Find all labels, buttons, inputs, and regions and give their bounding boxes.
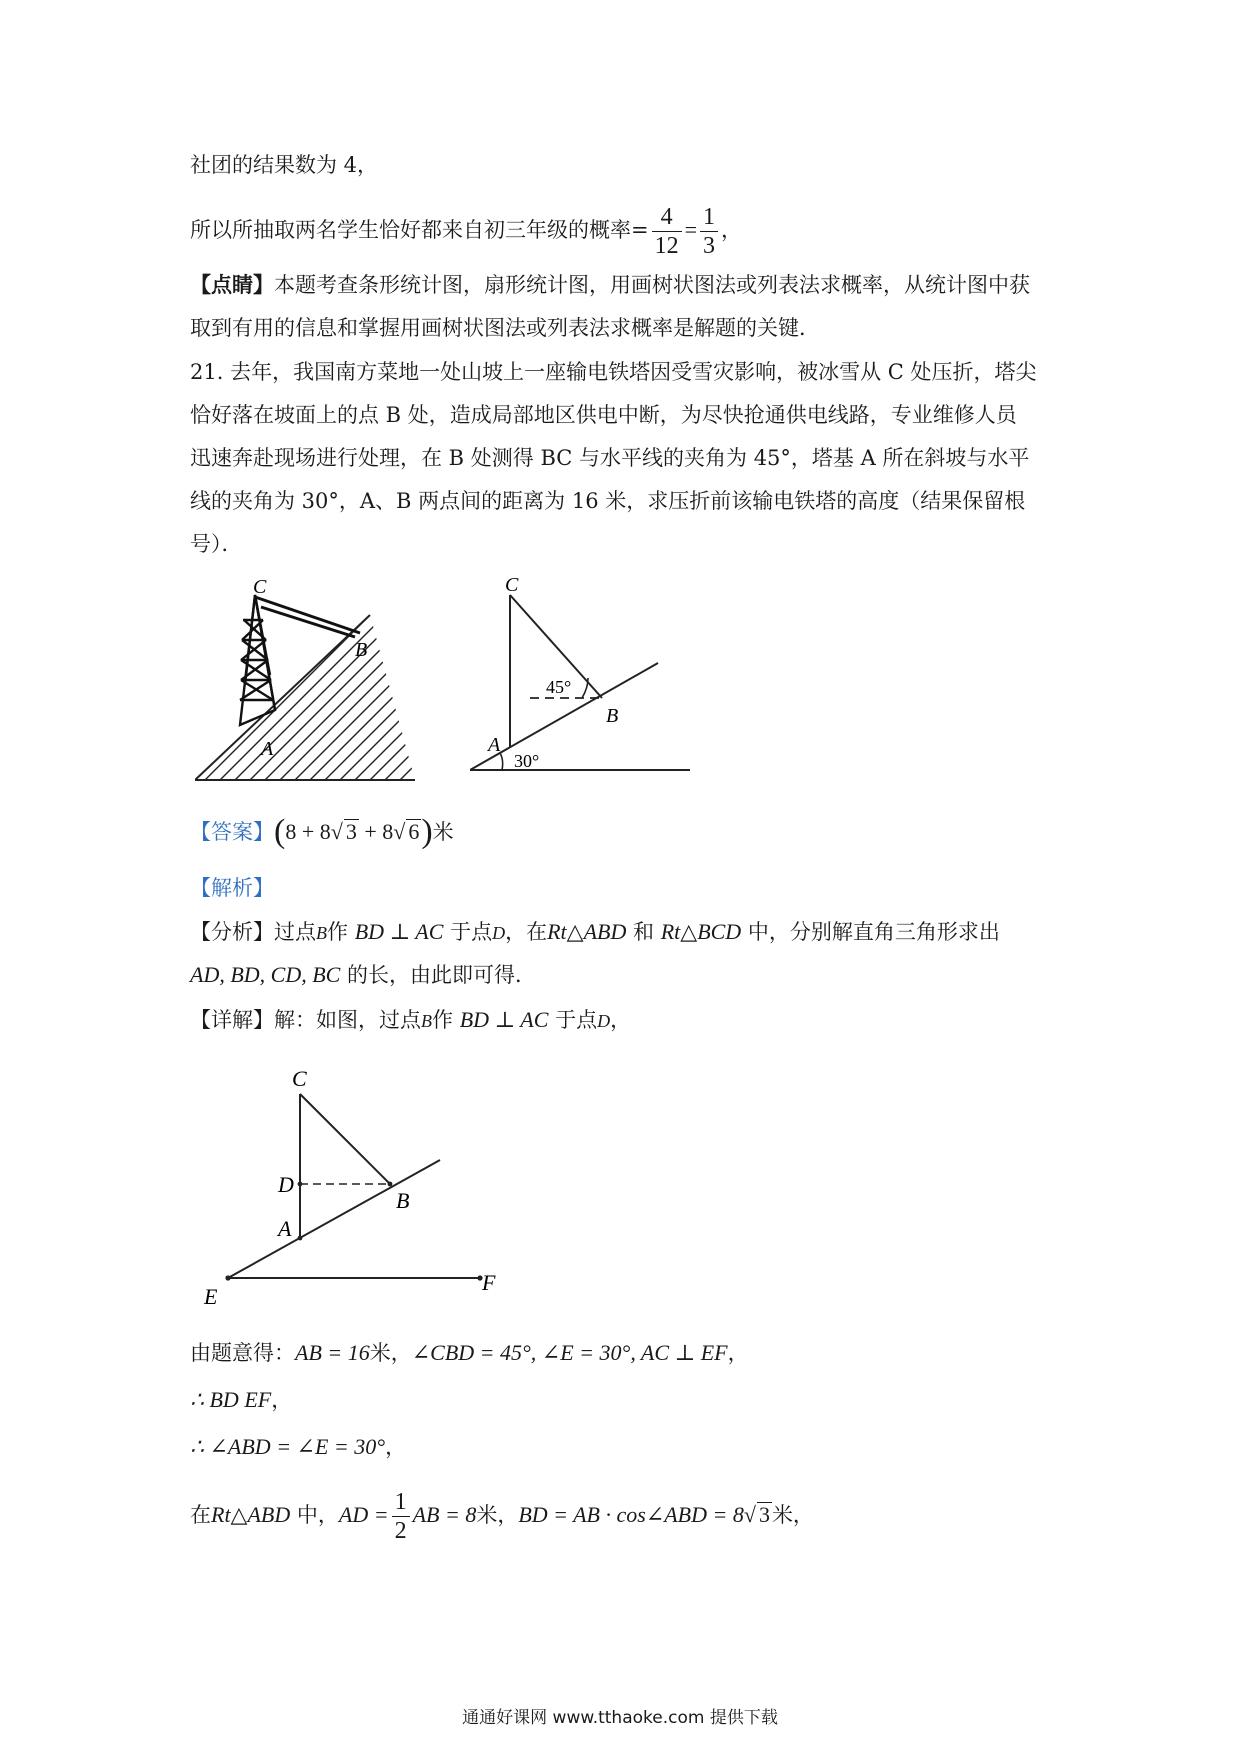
label-a: A: [261, 738, 274, 760]
answer-line: 【答案】(8 + 8√ 3 + 8√ 6)米: [190, 813, 454, 850]
question-line-3: 迅速奔赴现场进行处理，在 B 处测得 BC 与水平线的夹角为 45°，塔基 A 所在斜坡与水平: [190, 446, 1030, 470]
dianjing-line-2: 取到有用的信息和掌握用画树状图法或列表法求概率是解题的关键．: [190, 316, 820, 340]
question-line-1: 21. 去年，我国南方菜地一处山坡上一座输电铁塔因受雪灾影响，被冰雪从 C 处压折，塔尖: [190, 360, 1037, 384]
label-a: A: [278, 1216, 292, 1241]
fraction: $\frac{4}{12}$: [652, 203, 682, 260]
rt-line: 在Rt△ABD 中，AD = $\frac{1}{2}$ AB = 8米，BD = AB · cos∠ABD = 8√ 3米，: [190, 1489, 814, 1544]
given-line: 由题意得：AB = 16米，∠CBD = 45°, ∠E = 30°, AC ⊥ EF，: [190, 1340, 749, 1365]
tower-figure: [195, 575, 425, 785]
xiangjie-line: 【详解】解：如图，过点B作 BD ⊥ AC 于点D，: [190, 1007, 632, 1032]
fraction: $\frac{1}{3}$: [700, 203, 718, 260]
therefore-line-2: ∴ ∠ABD = ∠E = 30°，: [190, 1434, 407, 1459]
question-line-2: 恰好落在坡面上的点 B 处，造成局部地区供电中断，为尽快抢通供电线路，专业维修人员: [190, 403, 1017, 427]
jiexi-tag: 【解析】: [190, 876, 274, 900]
fenxi-line-1: 【分析】过点B作 BD ⊥ AC 于点D，在Rt△ABD 和 Rt△BCD 中，分别解直角三角形求出: [190, 919, 1000, 944]
label-a: A: [488, 734, 501, 756]
fraction: $\frac{1}{2}$: [392, 1488, 410, 1545]
label-f: F: [482, 1270, 496, 1295]
label-c: C: [505, 574, 519, 596]
angle-45-label: 45°: [546, 677, 572, 697]
text-line: 社团的结果数为 4，: [190, 153, 379, 177]
triangle-figure: [470, 570, 700, 785]
question-line-5: 号）．: [190, 532, 243, 556]
label-c: C: [253, 576, 267, 598]
label-b: B: [396, 1188, 410, 1213]
therefore-line-1: ∴ BD EF，: [190, 1387, 293, 1412]
solution-figure: [190, 1060, 520, 1310]
footer: 通通好课网 www.tthaoke.com 提供下载: [462, 1708, 778, 1728]
angle-30-label: 30°: [514, 751, 540, 771]
answer-tag: 【答案】: [190, 820, 274, 844]
label-c: C: [292, 1066, 307, 1091]
fenxi-line-2: AD, BD, CD, BC 的长，由此即可得．: [190, 962, 537, 987]
question-line-4: 线的夹角为 30°，A、B 两点间的距离为 16 米，求压折前该输电铁塔的高度（结果保留根: [190, 489, 1026, 513]
dianjing-line-1: 【点睛】本题考查条形统计图，扇形统计图，用画树状图法或列表法求概率，从统计图中获: [190, 272, 1030, 297]
label-b: B: [606, 705, 619, 727]
label-b: B: [355, 639, 368, 661]
probability-line: 所以所抽取两名学生恰好都来自初三年级的概率= $\frac{4}{12}$ = $\frac{1}{3}$ ，: [190, 204, 743, 259]
label-e: E: [204, 1284, 218, 1309]
label-d: D: [278, 1172, 294, 1197]
